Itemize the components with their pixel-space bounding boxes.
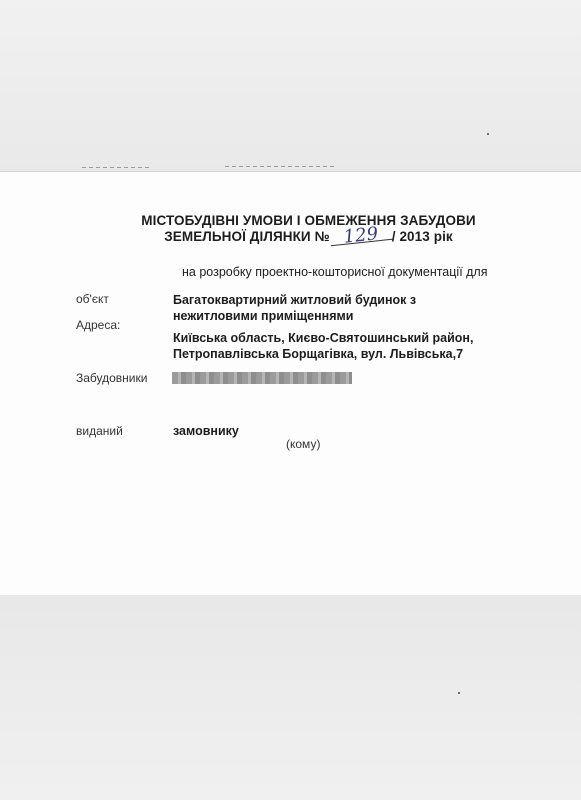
scan-edge-mark <box>82 167 152 168</box>
developer-label: Забудовники <box>76 371 148 385</box>
issued-label: виданий <box>76 424 123 438</box>
scan-speck <box>487 133 489 135</box>
purpose-line: на розробку проектно-кошторисної документації для <box>182 265 488 279</box>
handwritten-number: 129 <box>329 227 392 246</box>
issued-hint: (кому) <box>286 437 321 451</box>
address-value-line-1: Київська область, Києво-Святошинський район, <box>173 331 474 345</box>
title-line-2-suffix: / 2013 рік <box>391 229 453 244</box>
object-value <box>173 292 416 324</box>
address-label: Адреса: <box>76 318 121 332</box>
scan-speck <box>458 692 460 694</box>
document-subtitle <box>18 223 581 248</box>
document-title <box>18 213 581 228</box>
title-line-2-prefix: ЗЕМЕЛЬНОЇ ДІЛЯНКИ № <box>164 229 330 244</box>
redacted-developer-name <box>172 372 352 384</box>
address-value-line-2: Петропавлівська Борщагівка, вул. Львівська,7 <box>173 347 464 361</box>
object-value-line-1: Багатоквартирний житловий будинок з <box>173 293 417 307</box>
scan-background-bottom <box>0 595 581 800</box>
scan-background-top <box>0 0 581 172</box>
title-line-1: МІСТОБУДІВНІ УМОВИ І ОБМЕЖЕННЯ ЗАБУДОВИ <box>141 213 476 228</box>
address-value <box>173 330 473 362</box>
object-label: об'єкт <box>76 292 109 306</box>
scan-edge-mark <box>225 166 335 167</box>
object-value-line-2: нежитловими приміщеннями <box>173 309 354 323</box>
issued-value: замовнику <box>173 424 239 438</box>
